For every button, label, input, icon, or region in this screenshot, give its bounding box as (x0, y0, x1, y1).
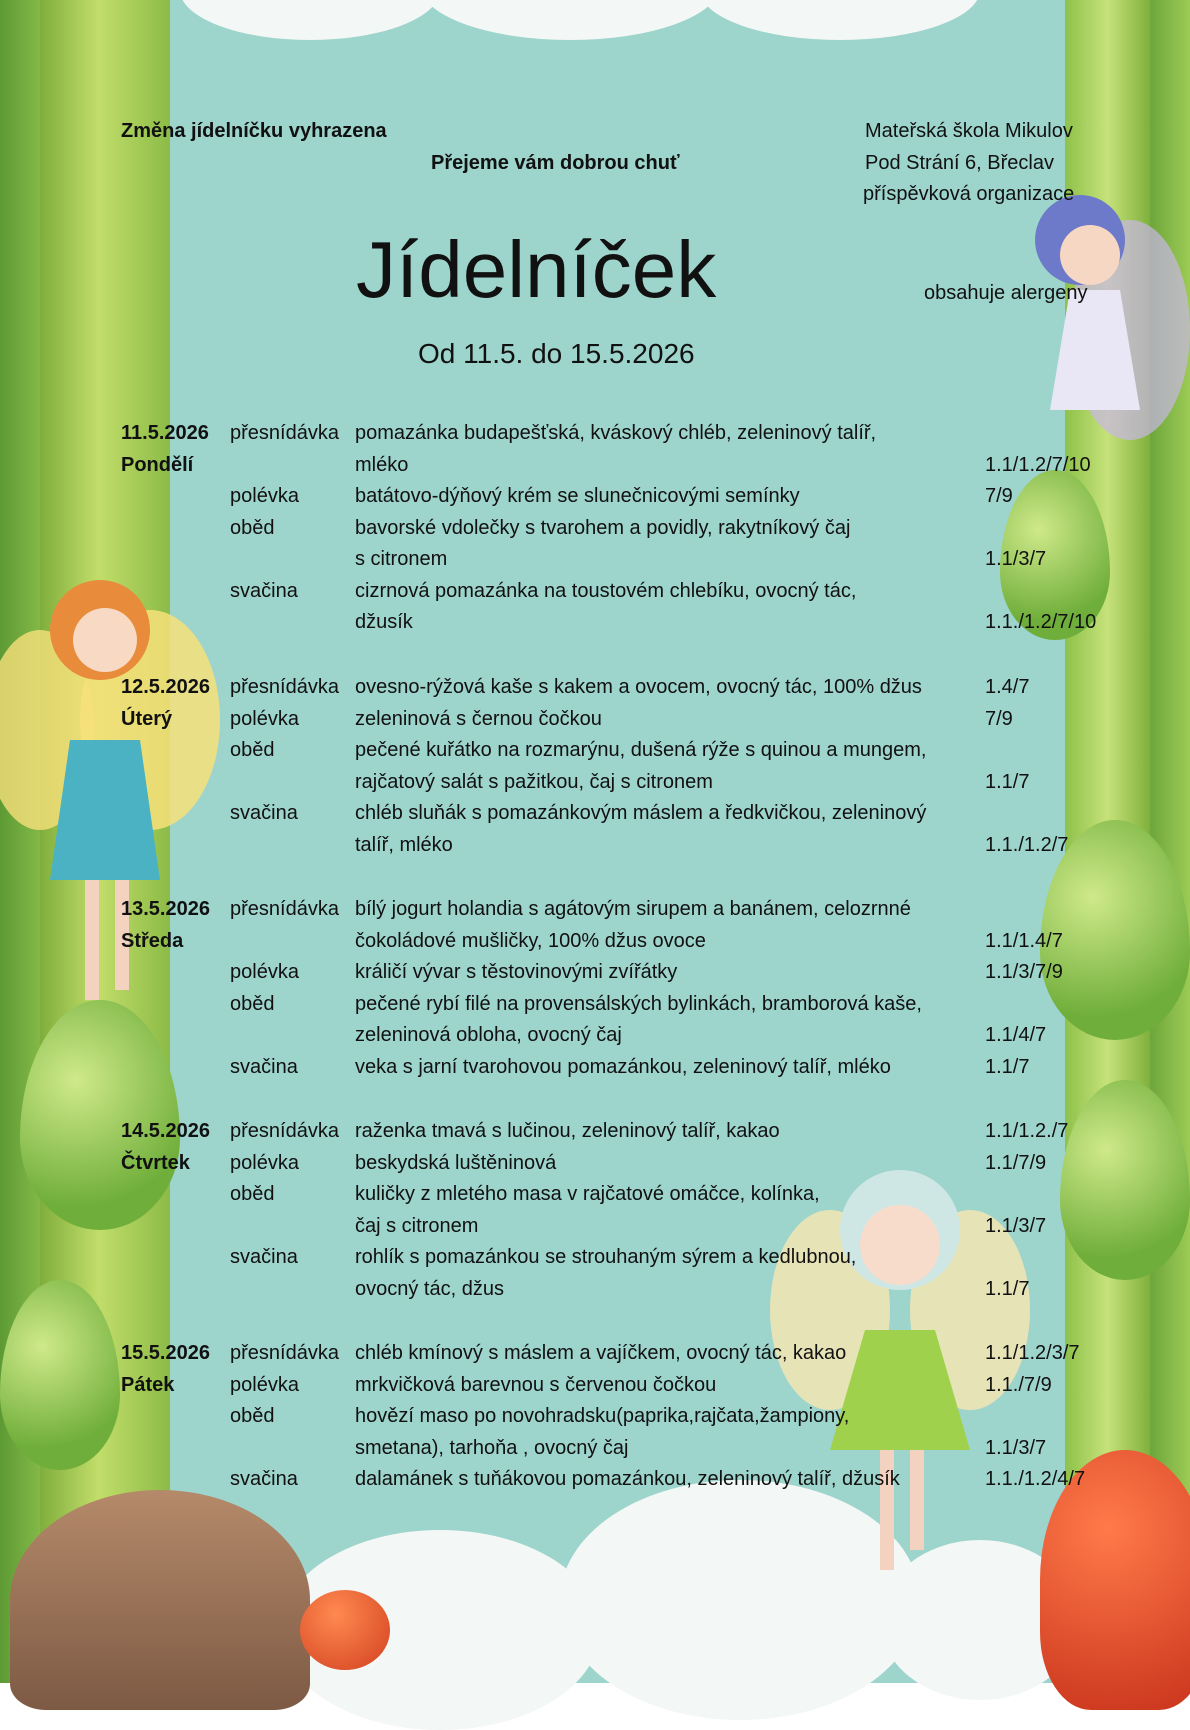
wish-text: Přejeme vám dobrou chuť (431, 152, 680, 174)
meal-description: beskydská luštěninová (355, 1151, 557, 1174)
allergen-note: obsahuje alergeny (924, 282, 1088, 304)
meal-description: čokoládové mušličky, 100% džus ovoce (355, 929, 706, 952)
allergen-codes: 1.1/7 (985, 1277, 1030, 1300)
meal-description: talíř, mléko (355, 833, 453, 856)
day-weekday: Úterý (121, 707, 173, 730)
allergen-codes: 7/9 (985, 485, 1013, 507)
change-notice: Změna jídelníčku vyhrazena (121, 120, 387, 142)
meal-label: přesnídávka (230, 1342, 339, 1364)
meal-description: zeleninová s černou čočkou (355, 707, 602, 730)
day-date: 12.5.2026 (121, 676, 210, 698)
meal-label: přesnídávka (230, 676, 339, 698)
meal-description: zeleninová obloha, ovocný čaj (355, 1024, 622, 1046)
day-weekday: Pondělí (121, 453, 194, 476)
allergen-codes: 1.1./1.2/7/10 (985, 611, 1097, 633)
day-date: 15.5.2026 (121, 1342, 210, 1364)
meal-label: svačina (230, 1055, 298, 1078)
allergen-codes: 1.1/4/7 (985, 1024, 1047, 1046)
meal-description: pomazánka budapešťská, kváskový chléb, zeleninový talíř, (355, 422, 877, 444)
meal-label: oběd (230, 739, 275, 761)
meal-description: chléb sluňák s pomazánkovým máslem a ředkvičkou, zeleninový (355, 802, 927, 824)
day-weekday: Středa (121, 929, 184, 952)
meal-label: oběd (230, 992, 275, 1015)
meal-label: polévka (230, 1373, 299, 1396)
meal-description: rajčatový salát s pažitkou, čaj s citronem (355, 770, 713, 793)
allergen-codes: 1.1/3/7 (985, 548, 1047, 570)
meal-description: veka s jarní tvarohovou pomazánkou, zeleninový talíř, mléko (355, 1055, 891, 1078)
school-org: příspěvková organizace (863, 183, 1075, 205)
meal-description: džusík (355, 611, 413, 633)
allergen-codes: 1.1/7 (985, 770, 1030, 793)
meal-label: svačina (230, 579, 298, 602)
allergen-codes: 1.1/1.2./7 (985, 1120, 1069, 1142)
allergen-codes: 7/9 (985, 707, 1013, 730)
meal-description: smetana), tarhoňa , ovocný čaj (355, 1436, 629, 1459)
meal-label: oběd (230, 1405, 275, 1427)
meal-description: dalamánek s tuňákovou pomazánkou, zeleninový talíř, džusík (355, 1468, 900, 1490)
meal-label: přesnídávka (230, 422, 339, 444)
allergen-codes: 1.4/7 (985, 676, 1030, 698)
allergen-codes: 1.1/1.2/3/7 (985, 1342, 1080, 1364)
meal-description: mrkvičková barevnou s červenou čočkou (355, 1373, 717, 1396)
meal-label: polévka (230, 961, 299, 983)
allergen-codes: 1.1/7/9 (985, 1151, 1047, 1174)
meal-label: polévka (230, 707, 299, 730)
allergen-codes: 1.1/7 (985, 1055, 1030, 1078)
meal-label: polévka (230, 1151, 299, 1174)
meal-description: čaj s citronem (355, 1214, 479, 1237)
meal-label: svačina (230, 1468, 298, 1490)
meal-description: ovocný tác, džus (355, 1277, 504, 1300)
day-date: 14.5.2026 (121, 1120, 210, 1142)
meal-label: svačina (230, 1246, 298, 1268)
allergen-codes: 1.1./1.2/7 (985, 833, 1069, 856)
allergen-codes: 1.1/3/7/9 (985, 961, 1063, 983)
meal-description: s citronem (355, 548, 448, 570)
meal-description: rohlík s pomazánkou se strouhaným sýrem a kedlubnou, (355, 1246, 857, 1268)
meal-label: přesnídávka (230, 1120, 339, 1142)
school-address: Pod Strání 6, Břeclav (865, 152, 1054, 174)
meal-label: oběd (230, 1183, 275, 1205)
meal-description: králičí vývar s těstovinovými zvířátky (355, 961, 678, 983)
meal-label: polévka (230, 485, 299, 507)
page-title: Jídelníček (356, 225, 717, 314)
meal-description: chléb kmínový s máslem a vajíčkem, ovocný tác, kakao (355, 1342, 847, 1364)
meal-description: pečené kuřátko na rozmarýnu, dušená rýže s quinou a mungem, (355, 739, 927, 761)
meal-description: kuličky z mletého masa v rajčatové omáčce, kolínka, (355, 1183, 820, 1205)
allergen-codes: 1.1/3/7 (985, 1436, 1047, 1459)
day-weekday: Pátek (121, 1373, 175, 1396)
meal-label: svačina (230, 802, 298, 824)
period: Od 11.5. do 15.5.2026 (418, 338, 695, 369)
day-date: 11.5.2026 (121, 422, 209, 444)
allergen-codes: 1.1/3/7 (985, 1214, 1047, 1237)
meal-description: mléko (355, 453, 409, 476)
meal-label: oběd (230, 516, 275, 539)
meal-description: pečené rybí filé na provensálských bylinkách, bramborová kaše, (355, 992, 922, 1015)
allergen-codes: 1.1/1.4/7 (985, 929, 1063, 952)
allergen-codes: 1.1/1.2/7/10 (985, 453, 1091, 476)
allergen-codes: 1.1./7/9 (985, 1373, 1052, 1396)
meal-label: přesnídávka (230, 898, 339, 920)
allergen-codes: 1.1./1.2/4/7 (985, 1468, 1086, 1490)
meal-description: ovesno-rýžová kaše s kakem a ovocem, ovocný tác, 100% džus (355, 676, 922, 698)
school-name: Mateřská škola Mikulov (865, 120, 1073, 142)
day-date: 13.5.2026 (121, 898, 210, 920)
meal-description: raženka tmavá s lučinou, zeleninový talíř, kakao (355, 1120, 780, 1142)
meal-description: bavorské vdolečky s tvarohem a povidly, rakytníkový čaj (355, 516, 851, 539)
meal-description: cizrnová pomazánka na toustovém chlebíku, ovocný tác, (355, 579, 857, 602)
meal-description: hovězí maso po novohradsku(paprika,rajčata,žampiony, (355, 1405, 850, 1427)
meal-description: batátovo-dýňový krém se slunečnicovými semínky (355, 485, 800, 507)
meal-description: bílý jogurt holandia s agátovým sirupem a banánem, celozrnné (355, 898, 911, 920)
day-weekday: Čtvrtek (121, 1151, 190, 1174)
